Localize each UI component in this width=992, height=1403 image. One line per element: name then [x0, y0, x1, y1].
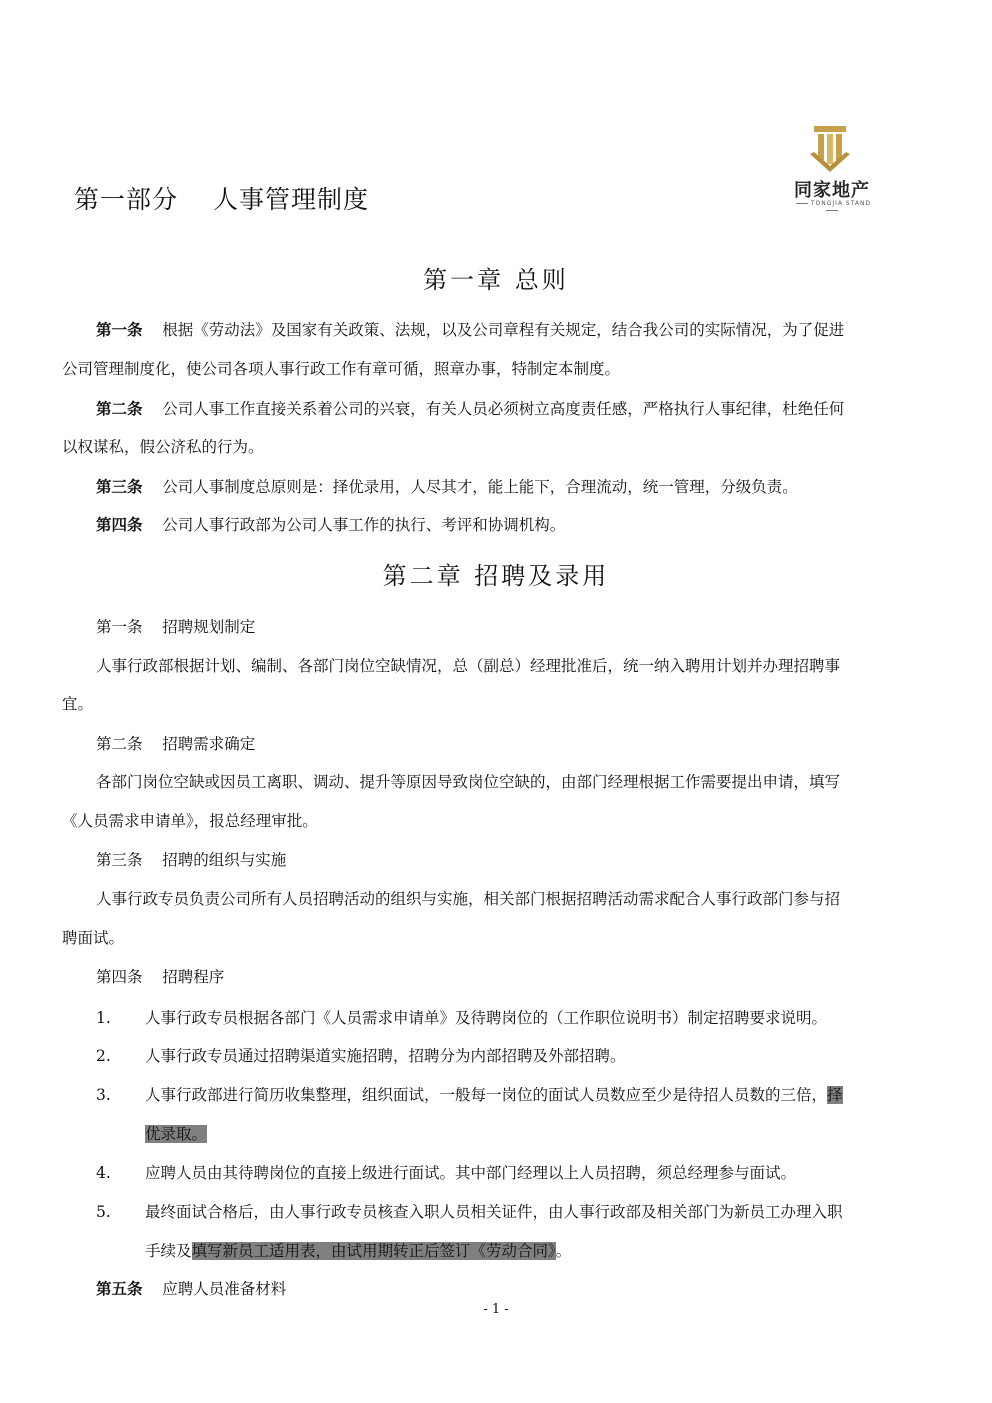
logo-subtitle: TONGJIA STAND	[784, 200, 880, 214]
article-1-cont: 公司管理制度化，使公司各项人事行政工作有章可循，照章办事，特制定本制度。	[62, 360, 621, 378]
article-text: 根据《劳动法》及国家有关政策、法规，以及公司章程有关规定，结合我公司的实际情况，为了促进	[162, 321, 845, 339]
building-logo-icon	[806, 124, 854, 174]
section-3-text: 人事行政专员负责公司所有人员招聘活动的组织与实施，相关部门根据招聘活动需求配合人事行政部门参与招	[96, 890, 841, 908]
list-item	[145, 1085, 843, 1105]
section-2-heading	[96, 734, 255, 754]
article-label: 第二条	[96, 400, 143, 418]
article-label: 第一条	[96, 321, 143, 339]
page-number: - 1 -	[483, 1302, 509, 1317]
list-item-text: 手续及	[145, 1242, 192, 1260]
article-text: 公司人事工作直接关系着公司的兴衰，有关人员必须树立高度责任感，严格执行人事纪律，杜绝任何	[162, 400, 845, 418]
section-4-heading	[96, 967, 224, 987]
list-item: 人事行政专员根据各部门《人员需求申请单》及待聘岗位的（工作职位说明书）制定招聘要求说明。	[145, 1009, 828, 1027]
article-2	[96, 399, 844, 419]
section-heading: 招聘的组织与实施	[162, 851, 287, 869]
list-number: 3.	[96, 1086, 111, 1104]
section-1-heading	[96, 617, 255, 637]
section-1-text: 人事行政部根据计划、编制、各部门岗位空缺情况，总（副总）经理批准后，统一纳入聘用计划并办理招聘事	[96, 657, 841, 675]
company-logo	[784, 120, 880, 210]
highlighted-text: 优录取。	[145, 1125, 208, 1143]
section-label: 第一条	[96, 618, 143, 636]
section-label: 第二条	[96, 735, 143, 753]
article-text: 公司人事行政部为公司人事工作的执行、考评和协调机构。	[162, 516, 566, 534]
section-label: 第三条	[96, 851, 143, 869]
list-number: 5.	[96, 1203, 111, 1221]
section-label: 第五条	[96, 1280, 143, 1298]
section-5-heading	[96, 1279, 286, 1299]
article-label: 第三条	[96, 478, 143, 496]
article-2-cont: 以权谋私，假公济私的行为。	[62, 438, 264, 456]
list-item-text: 人事行政部进行简历收集整理，组织面试，一般每一岗位的面试人员数应至少是待招人员数的三倍，	[145, 1086, 828, 1104]
logo-name: 同家地产	[794, 180, 870, 201]
article-text: 公司人事制度总原则是：择优录用，人尽其才，能上能下，合理流动，统一管理，分级负责。	[162, 478, 798, 496]
list-number: 2.	[96, 1047, 111, 1065]
article-3	[96, 477, 798, 497]
highlighted-text: 填写新员工适用表，由试用期转正后签订《劳动合同》	[191, 1242, 556, 1260]
list-item: 人事行政专员通过招聘渠道实施招聘，招聘分为内部招聘及外部招聘。	[145, 1047, 626, 1065]
list-number: 1.	[96, 1009, 111, 1027]
section-heading: 招聘规划制定	[162, 618, 256, 636]
list-item-cont	[145, 1241, 571, 1261]
section-1-cont: 宜。	[62, 695, 94, 713]
section-2-cont: 《人员需求申请单》，报总经理审批。	[62, 812, 318, 830]
part-title: 第一部分 人事管理制度	[74, 185, 369, 214]
article-1	[96, 320, 844, 340]
section-label: 第四条	[96, 968, 143, 986]
section-2-text: 各部门岗位空缺或因员工离职、调动、提升等原因导致岗位空缺的，由部门经理根据工作需要提出申请，填写	[96, 773, 841, 791]
article-4	[96, 515, 565, 535]
list-item: 应聘人员由其待聘岗位的直接上级进行面试。其中部门经理以上人员招聘，须总经理参与面试。	[145, 1164, 797, 1182]
list-number: 4.	[96, 1164, 111, 1182]
section-3-heading	[96, 850, 286, 870]
chapter-2-title: 第二章 招聘及录用	[382, 562, 610, 590]
section-heading: 招聘程序	[162, 968, 225, 986]
list-item-text: 。	[555, 1242, 572, 1260]
highlighted-text: 择	[827, 1086, 843, 1104]
chapter-1-title: 第一章 总则	[423, 266, 569, 294]
list-item-cont	[145, 1124, 207, 1144]
article-label: 第四条	[96, 516, 143, 534]
section-heading: 应聘人员准备材料	[162, 1280, 287, 1298]
section-3-cont: 聘面试。	[62, 929, 125, 947]
section-heading: 招聘需求确定	[162, 735, 256, 753]
list-item: 最终面试合格后，由人事行政专员核查入职人员相关证件，由人事行政部及相关部门为新员工办理入职	[145, 1203, 843, 1221]
